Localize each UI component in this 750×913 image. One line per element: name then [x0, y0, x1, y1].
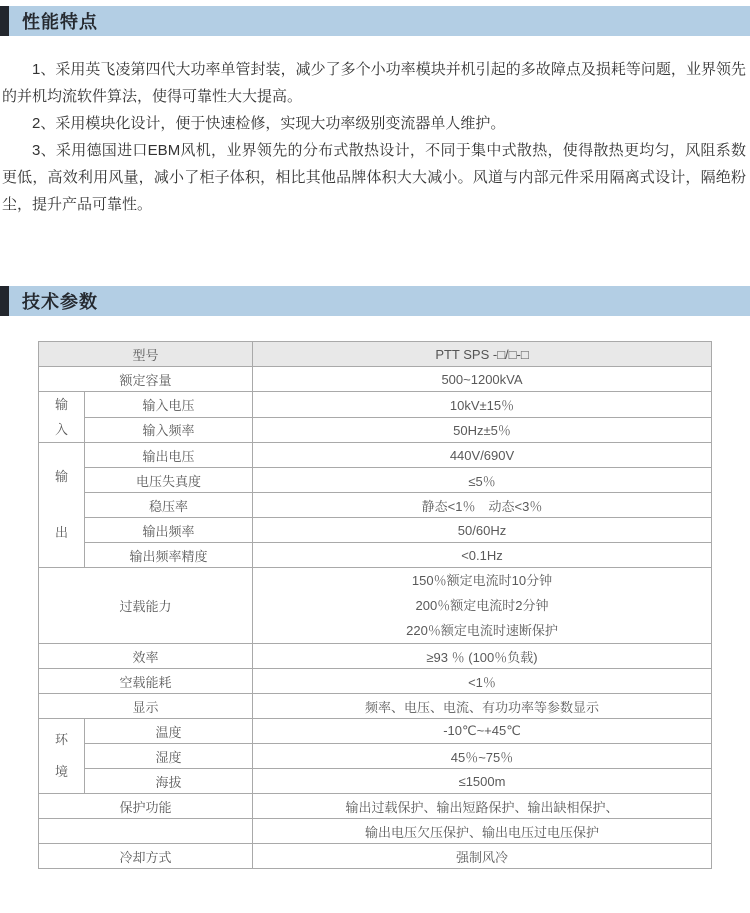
spec-label-noload: 空载能耗 [39, 669, 253, 694]
table-row-efficiency [39, 644, 712, 669]
feature-paragraph-1: 1、采用英飞凌第四代大功率单管封装，减少了多个小功率模块并机引起的多故障点及损耗等问题，业界领先的并机均流软件算法，使得可靠性大大提高。 [2, 61, 746, 105]
overload-line-1: 150％额定电流时10分钟 [411, 573, 553, 588]
table-row-input-freq [39, 417, 712, 443]
spec-label-voltage-distortion: 电压失真度 [85, 468, 253, 493]
spec-label-model: 型号 [39, 342, 253, 367]
group-label-env: 环境 [54, 732, 68, 779]
table-row-overload [39, 568, 712, 644]
spec-value-voltage-distortion: ≤5％ [253, 468, 712, 493]
table-row-altitude [39, 769, 712, 794]
feature-paragraph-3: 3、采用德国进口EBM风机，业界领先的分布式散热设计，不同于集中式散热，使得散热更均匀，风阻系数更低，高效利用风量，减小了柜子体积，相比其他品牌体积大大减小。风道与内部元件采用隔离式设计，隔绝粉尘，提升产品可靠性。 [2, 142, 746, 213]
group-cell-input [39, 392, 85, 443]
spec-value-temperature: -10℃~+45℃ [253, 719, 712, 744]
spec-label-protection: 保护功能 [39, 794, 253, 819]
spec-label-input-voltage: 输入电压 [85, 392, 253, 418]
spec-value-output-voltage: 440V/690V [253, 443, 712, 468]
table-row-noload [39, 669, 712, 694]
spec-label-freq-precision: 输出频率精度 [85, 543, 253, 568]
spec-value-capacity: 500~1200kVA [253, 367, 712, 392]
group-label-output: 输出 [54, 469, 68, 540]
spec-label-display: 显示 [39, 694, 253, 719]
table-row-capacity [39, 367, 712, 392]
spec-value-cooling: 强制风冷 [253, 844, 712, 869]
features-section-title: 性能特点 [22, 12, 98, 32]
table-row-protection-1 [39, 794, 712, 819]
spec-value-protection-2: 输出电压欠压保护、输出电压过电压保护 [253, 819, 712, 844]
table-row-freq-precision [39, 543, 712, 568]
spec-value-input-voltage: 10kV±15％ [253, 392, 712, 418]
spec-label-output-freq: 输出频率 [85, 518, 253, 543]
spec-label-input-freq: 输入频率 [85, 417, 253, 443]
spec-value-overload [253, 568, 712, 644]
spec-table [38, 341, 712, 869]
features-section [0, 6, 750, 218]
features-paragraphs [0, 56, 750, 218]
table-row-input-voltage [39, 392, 712, 418]
spec-value-noload: <1％ [253, 669, 712, 694]
spec-value-efficiency: ≥93 ％ (100％负载) [253, 644, 712, 669]
table-row-temperature [39, 719, 712, 744]
group-label-input: 输入 [54, 397, 68, 437]
spec-label-regulation: 稳压率 [85, 493, 253, 518]
spec-value-humidity: 45％~75％ [253, 744, 712, 769]
spec-value-display: 频率、电压、电流、有功功率等参数显示 [253, 694, 712, 719]
feature-paragraph-2: 2、采用模块化设计，便于快速检修，实现大功率级别变流器单人维护。 [32, 115, 506, 132]
specs-section-title: 技术参数 [22, 292, 98, 312]
spec-value-output-freq: 50/60Hz [253, 518, 712, 543]
spec-value-regulation: 静态<1％ 动态<3％ [253, 493, 712, 518]
specs-section [0, 286, 750, 869]
spec-label-overload: 过载能力 [39, 568, 253, 644]
table-row-humidity [39, 744, 712, 769]
features-section-header [0, 6, 750, 36]
spec-label-output-voltage: 输出电压 [85, 443, 253, 468]
spec-label-protection-empty [39, 819, 253, 844]
spec-label-cooling: 冷却方式 [39, 844, 253, 869]
specs-section-header [0, 286, 750, 316]
spec-label-efficiency: 效率 [39, 644, 253, 669]
group-cell-output [39, 443, 85, 568]
spec-label-temperature: 温度 [85, 719, 253, 744]
spec-value-model: PTT SPS -□/□-□ [253, 342, 712, 367]
table-row-display [39, 694, 712, 719]
table-row-output-voltage [39, 443, 712, 468]
table-row-voltage-distortion [39, 468, 712, 493]
spec-value-altitude: ≤1500m [253, 769, 712, 794]
overload-line-2: 200％额定电流时2分钟 [415, 598, 549, 613]
table-row-output-freq [39, 518, 712, 543]
table-row-model [39, 342, 712, 367]
overload-line-3: 220％额定电流时速断保护 [406, 623, 558, 638]
spec-label-capacity: 额定容量 [39, 367, 253, 392]
spec-label-humidity: 湿度 [85, 744, 253, 769]
spec-label-altitude: 海拔 [85, 769, 253, 794]
table-row-protection-2 [39, 819, 712, 844]
table-row-regulation [39, 493, 712, 518]
page [0, 6, 750, 869]
spec-value-freq-precision: <0.1Hz [253, 543, 712, 568]
spec-value-protection-1: 输出过载保护、输出短路保护、输出缺相保护、 [253, 794, 712, 819]
group-cell-env [39, 719, 85, 794]
table-row-cooling [39, 844, 712, 869]
spec-value-input-freq: 50Hz±5％ [253, 417, 712, 443]
